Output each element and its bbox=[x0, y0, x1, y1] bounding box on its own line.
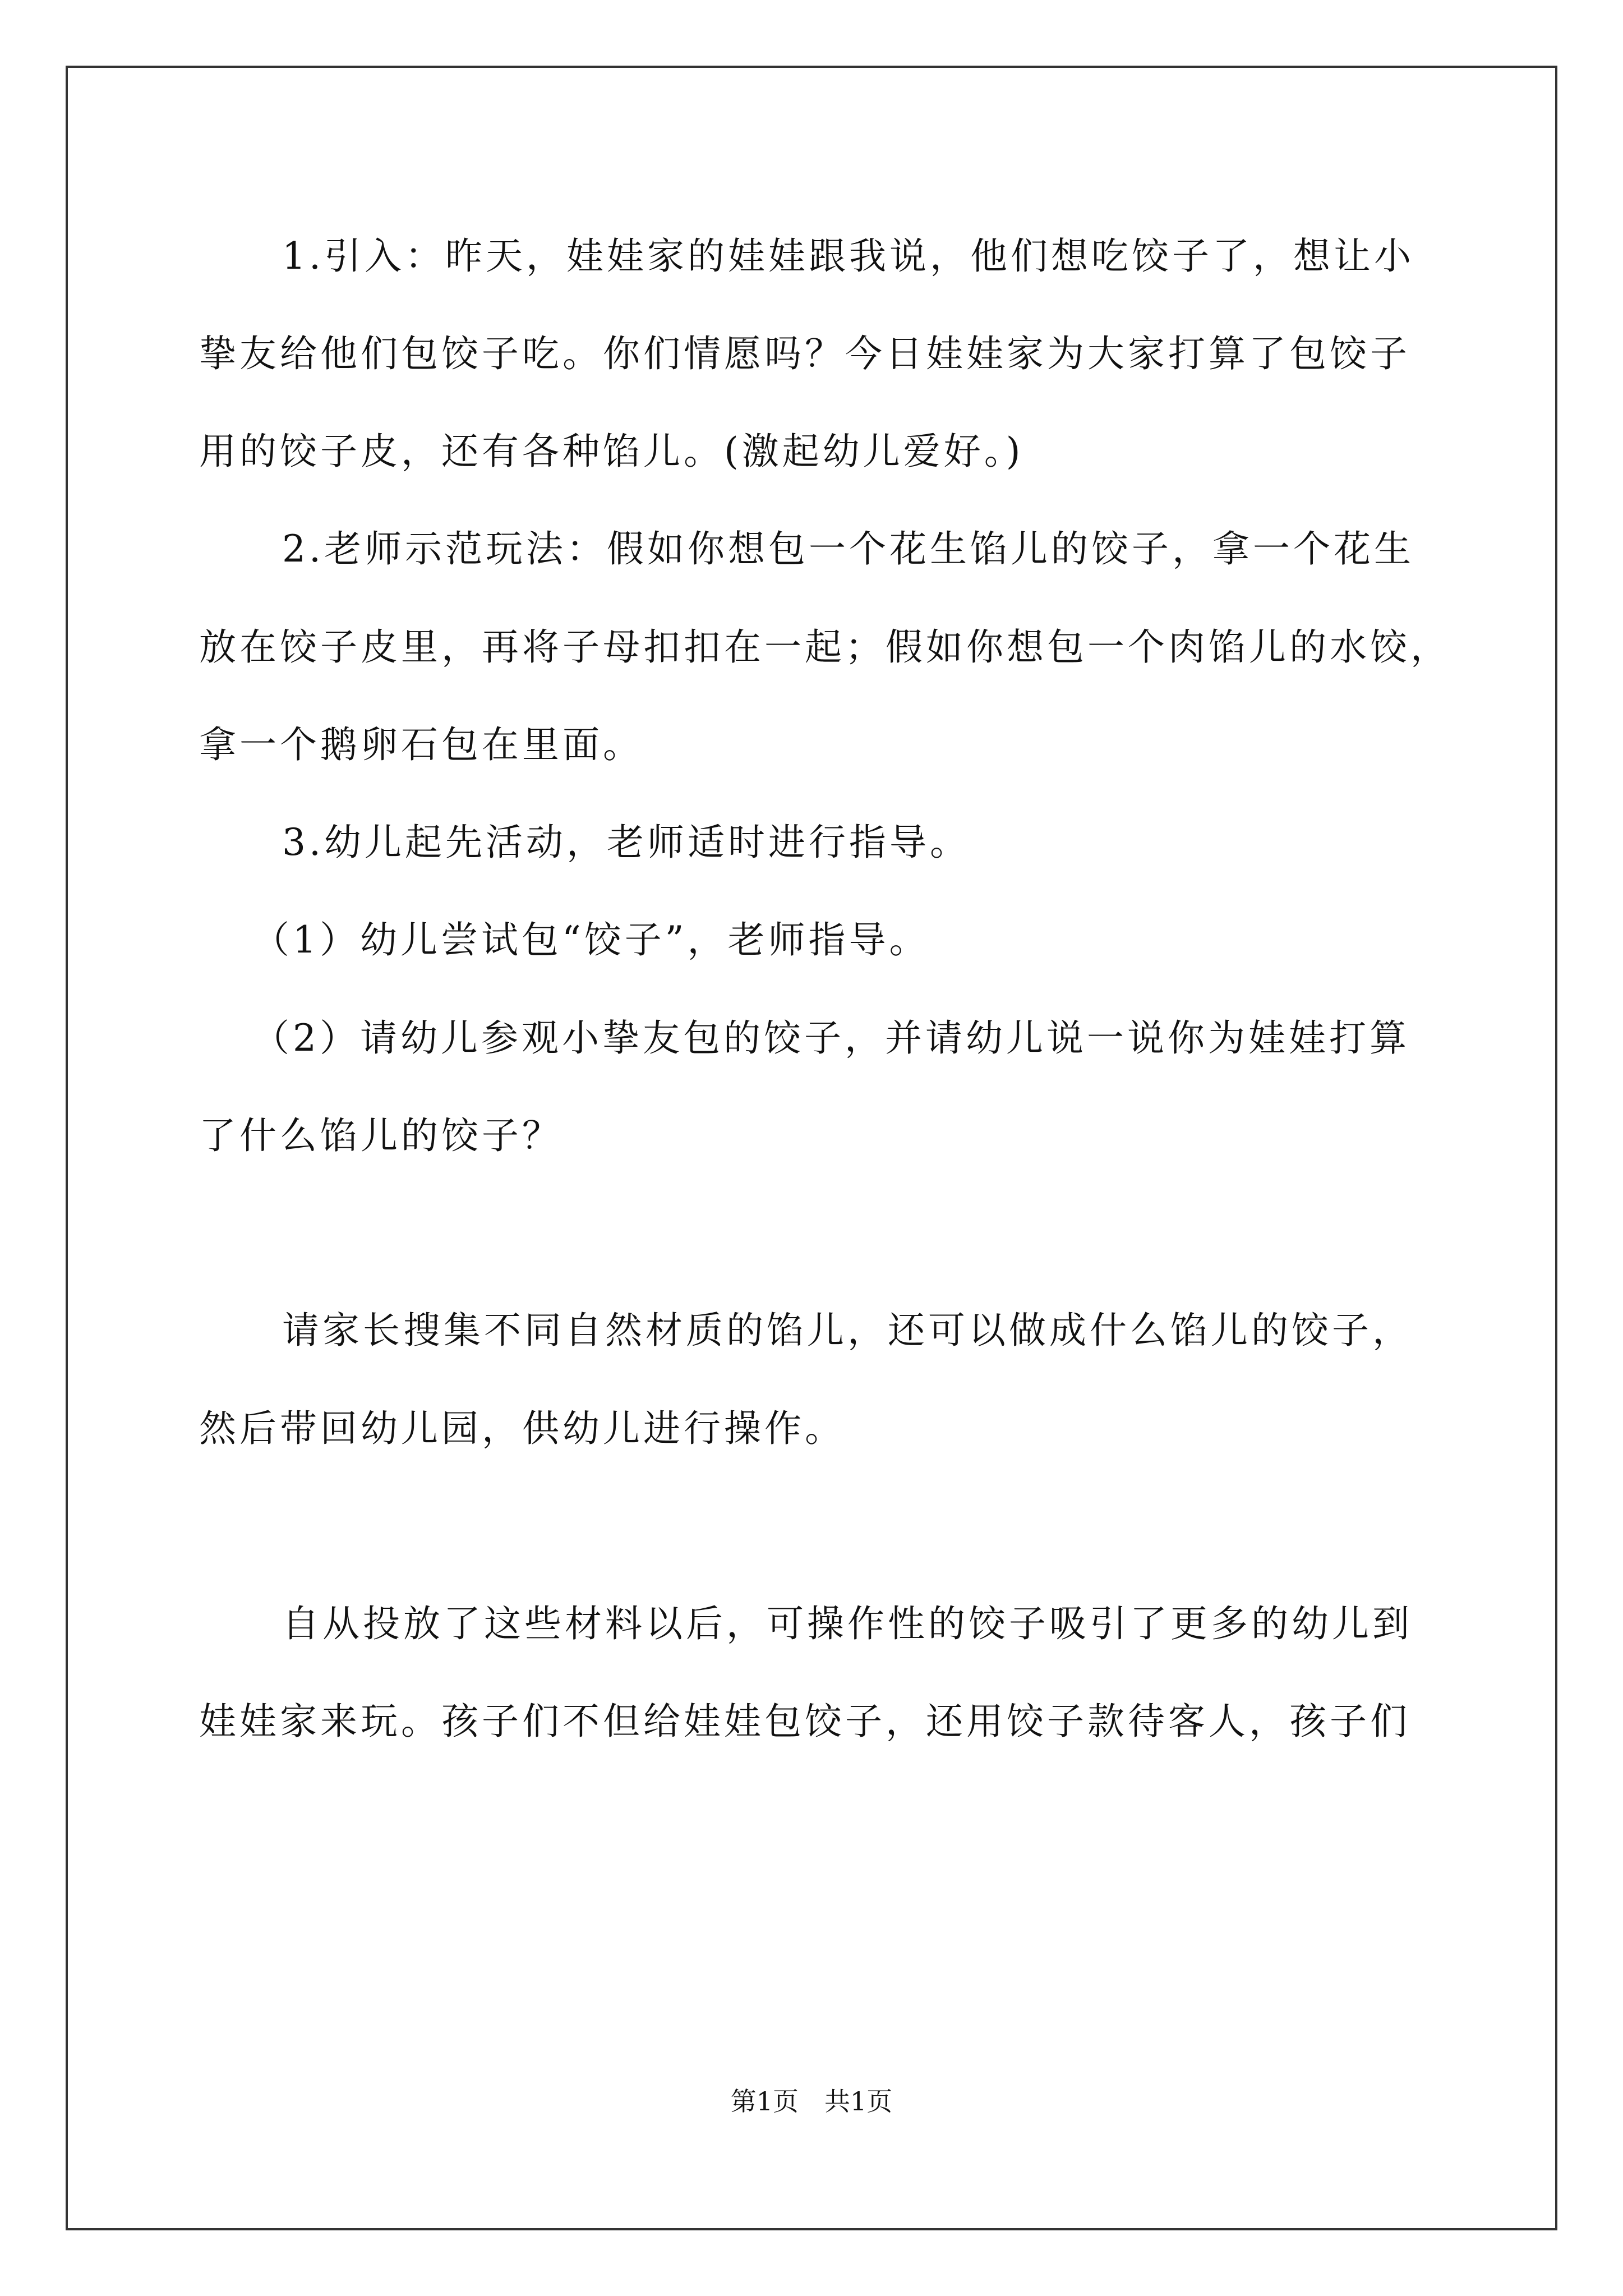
text-line-10: 了什么馅儿的饺子？ bbox=[199, 1114, 562, 1157]
text-line-5: 放在饺子皮里，再将子母扣扣在一起；假如你想包一个肉馅儿的水饺， bbox=[199, 625, 1451, 669]
text-line-2: 挚友给他们包饺子吃。你们情愿吗？今日娃娃家为大家打算了包饺子 bbox=[199, 332, 1410, 375]
text-line-7: 3.幼儿起先活动，老师适时进行指导。 bbox=[282, 821, 970, 864]
text-line-13: 自从投放了这些材料以后，可操作性的饺子吸引了更多的幼儿到 bbox=[282, 1602, 1413, 1645]
text-line-1: 1.引入：昨天，娃娃家的娃娃跟我说，他们想吃饺子了，想让小 bbox=[282, 234, 1414, 278]
page-footer: 第1页 共1页 bbox=[730, 2086, 893, 2116]
text-line-14: 娃娃家来玩。孩子们不但给娃娃包饺子，还用饺子款待客人，孩子们 bbox=[199, 1700, 1410, 1743]
text-line-12: 然后带回幼儿园，供幼儿进行操作。 bbox=[199, 1407, 845, 1450]
text-line-3: 用的饺子皮，还有各种馅儿。(激起幼儿爱好。) bbox=[199, 430, 1024, 473]
text-line-8: （1）幼儿尝试包“饺子”，老师指导。 bbox=[252, 918, 930, 961]
text-line-11: 请家长搜集不同自然材质的馅儿，还可以做成什么馅儿的饺子， bbox=[282, 1309, 1413, 1352]
text-line-4: 2.老师示范玩法：假如你想包一个花生馅儿的饺子，拿一个花生 bbox=[282, 527, 1414, 570]
text-line-9: （2）请幼儿参观小挚友包的饺子，并请幼儿说一说你为娃娃打算 bbox=[252, 1016, 1410, 1060]
text-line-6: 拿一个鹅卵石包在里面。 bbox=[199, 723, 643, 766]
